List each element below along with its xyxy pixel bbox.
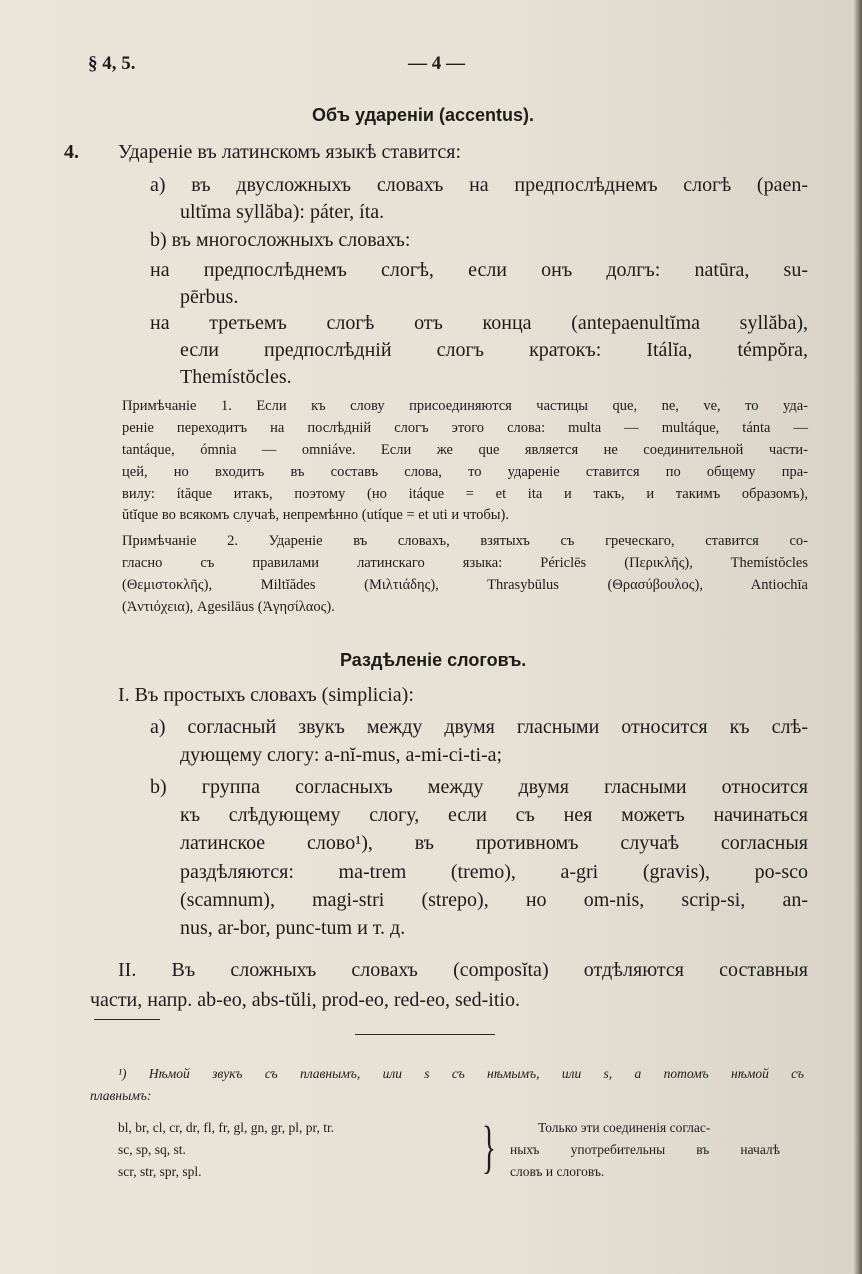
footnote-line: плавнымъ: [90,1088,152,1103]
note-line: Примѣчаніе 1. Если къ слову присоединяются частицы que, ne, ve, то уда- [122,398,808,414]
text-line: Themístŏcles. [180,366,292,388]
text-line: a) согласный звукъ между двумя гласными относится къ слѣ- [150,716,808,738]
text-line: если предпослѣдній слогъ кратокъ: Itálĭa, témpŏra, [180,339,808,361]
text-line: nus, ar-bor, punc-tum и т. д. [180,917,406,939]
brace: } [482,1114,496,1179]
text-line: Удареніе въ латинскомъ языкѣ ставится: [118,141,462,163]
remark-line: Только эти соединенія соглас- [538,1120,711,1135]
paragraph-number: 4. [64,141,79,163]
text-line: дующему слогу: a-nĭ-mus, a-mi-ci-ti-a; [180,744,503,766]
text-line: b) группа согласныхъ между двумя гласными относится [150,776,808,798]
text-line: ultĭma syllăba): páter, íta. [180,201,385,223]
cluster-line: bl, br, cl, cr, dr, fl, fr, gl, gn, gr, pl, pr, tr. [118,1120,335,1135]
text-line: b) въ многосложныхъ словахъ: [150,229,411,251]
note-line: цей, но входитъ въ составъ слова, то удареніе ставится по общему пра- [122,464,808,480]
note-line: tantáque, ómnia — omniáve. Если же que является не соединительной части- [122,442,808,458]
section-divider [355,1034,495,1035]
note-line: (Ἀντιόχεια), Agesilāus (Ἀγησίλαος). [122,599,335,615]
text-line: на предпослѣднемъ слогѣ, если онъ долгъ: natūra, su- [150,259,808,281]
text-line: (scamnum), magi-stri (strepo), но om-nis, scrip-si, an- [180,889,808,911]
note-line: ŭtĭque во всякомъ случаѣ, непремѣнно (utíque = et uti и чтобы). [122,507,509,523]
note-line: гласно съ правилами латинскаго языка: Périclēs (Περικλῆς), Themístŏcles [122,555,808,571]
cluster-line: scr, str, spr, spl. [118,1164,202,1179]
remark-line: словъ и слоговъ. [510,1164,605,1179]
text-line: къ слѣдующему слогу, если съ нея можетъ начинаться [180,804,808,826]
section-title-accent: Объ удареніи (accentus). [312,105,534,125]
page-number: — 4 — [408,53,465,74]
section-marker: § 4, 5. [88,53,136,74]
text-line: a) въ двусложныхъ словахъ на предпослѣднемъ слогѣ (paen- [150,174,808,196]
note-line: (Θεμιστοκλῆς), Miltĭădes (Μιλτιάδης), Thrasybūlus (Θρασύβουλος), Antiochīa [122,577,808,593]
page-edge [854,0,862,1274]
text-line: раздѣляются: ma-trem (tremo), a-gri (gravis), po-sco [180,861,808,883]
note-line: вилу: ítăque итакъ, поэтому (но itáque = et ita и такъ, и такимъ образомъ), [122,486,808,502]
text-line: II. Въ сложныхъ словахъ (composĭta) отдѣляются составныя [118,959,808,981]
footnote-divider [94,1019,160,1020]
footnote-line: ¹) Нѣмой звукъ съ плавнымъ, или s съ нѣмымъ, или s, а потомъ нѣмой съ [118,1066,804,1081]
cluster-line: sc, sp, sq, st. [118,1142,186,1157]
text-line: I. Въ простыхъ словахъ (simplicia): [118,684,414,706]
text-line: латинское слово¹), въ противномъ случаѣ согласныя [180,832,808,854]
text-line: на третьемъ слогѣ отъ конца (antepaenultĭma syllăba), [150,312,808,334]
note-line: Примѣчаніе 2. Удареніе въ словахъ, взятыхъ съ греческаго, ставится со- [122,533,808,549]
section-title-syllables: Раздѣленіе слоговъ. [340,650,527,670]
text-line: части, напр. ab-eo, abs-tŭli, prod-eo, red-eo, sed-itio. [90,989,520,1011]
text-line: pērbus. [180,286,239,308]
note-line: реніе переходитъ на послѣдній слогъ этого слова: multa — multáque, tánta — [122,420,808,436]
remark-line: ныхъ употребительны въ началѣ [510,1142,780,1157]
